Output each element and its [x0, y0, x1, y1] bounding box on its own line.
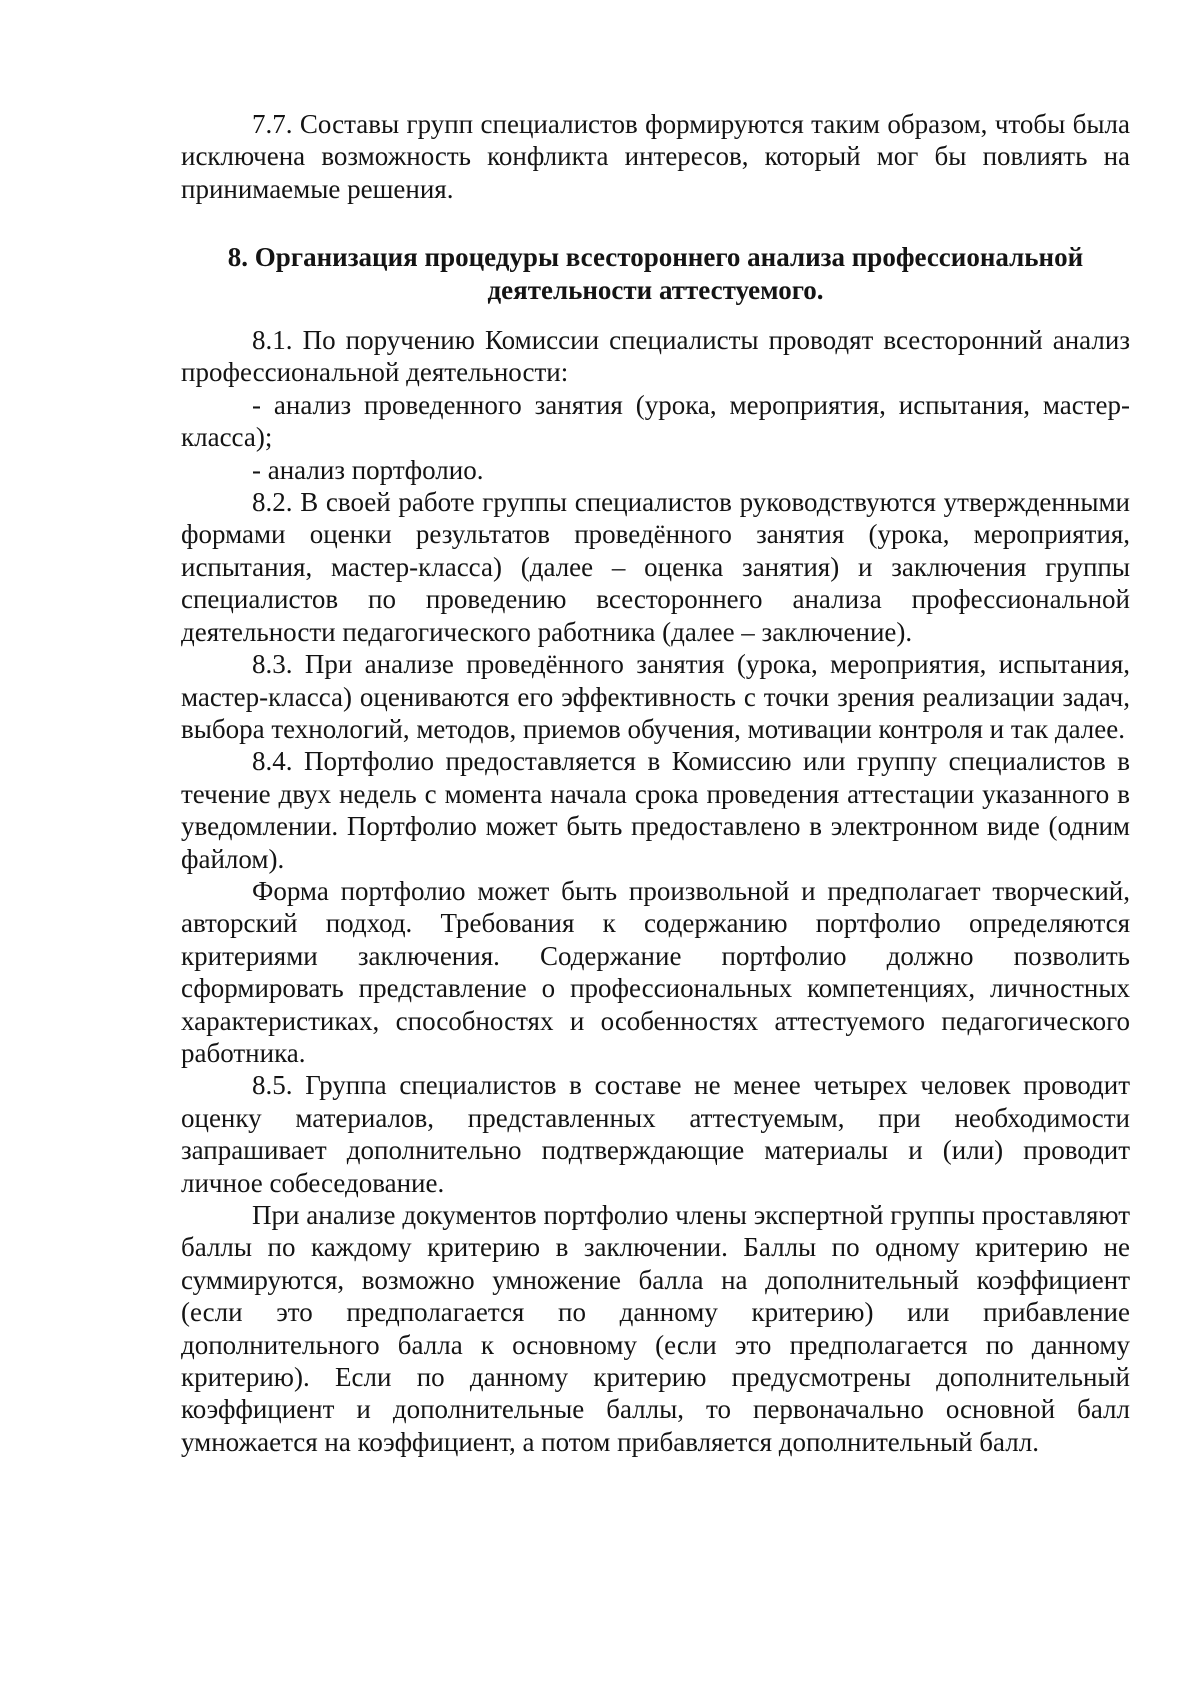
paragraph-8-3: 8.3. При анализе проведённого занятия (урока, мероприятия, испытания, мастер-класса) оцениваются его эффективность с точки зрения реализации задач, выбора технологий, методов, приемов обучения, мотивации контроля и так далее. [181, 649, 1130, 744]
paragraph-7-7: 7.7. Составы групп специалистов формируются таким образом, чтобы была исключена возможность конфликта интересов, который мог бы повлиять на принимаемые решения. [181, 109, 1130, 204]
paragraph-8-5-scoring: При анализе документов портфолио члены экспертной группы проставляют баллы по каждому критерию в заключении. Баллы по одному критерию не суммируются, возможно умножение балла на дополнительный коэффициент (если это предполагается по данному критерию) или прибавление дополнительного балла к основному (если это предполагается по данному критерию). Если по данному критерию предусмотрены дополнительный коэффициент и дополнительные баллы, то первоначально основной балл умножается на коэффициент, а потом прибавляется дополнительный балл. [181, 1200, 1130, 1457]
section-8-heading-line2: деятельности аттестуемого. [487, 274, 824, 305]
list-item-portfolio-analysis: - анализ портфолио. [252, 454, 484, 485]
document-body [181, 108, 1130, 1458]
section-8-heading [181, 241, 1130, 306]
paragraph-8-2: 8.2. В своей работе группы специалистов руководствуются утвержденными формами оценки результатов проведённого занятия (урока, мероприятия, испытания, мастер-класса) (далее – оценка занятия) и заключения группы специалистов по проведению всестороннего анализа профессиональной деятельности педагогического работника (далее – заключение). [181, 487, 1130, 647]
paragraph-8-1: 8.1. По поручению Комиссии специалисты проводят всесторонний анализ профессиональной деятельности: [181, 325, 1130, 388]
section-8-heading-line1: 8. Организация процедуры всестороннего анализа профессиональной [227, 242, 1084, 273]
list-item-lesson-analysis: - анализ проведенного занятия (урока, мероприятия, испытания, мастер-класса); [181, 389, 1130, 453]
paragraph-8-4-portfolio-form: Форма портфолио может быть произвольной и предполагает творческий, авторский подход. Требования к содержанию портфолио определяются критериями заключения. Содержание портфолио должно позволить сформировать представление о профессиональных компетенциях, личностных характеристиках, способностях и особенностях аттестуемого педагогического работника. [181, 875, 1130, 1068]
paragraph-8-4: 8.4. Портфолио предоставляется в Комиссию или группу специалистов в течение двух недель с момента начала срока проведения аттестации указанного в уведомлении. Портфолио может быть предоставлено в электронном виде (одним файлом). [181, 746, 1130, 874]
paragraph-8-5: 8.5. Группа специалистов в составе не менее четырех человек проводит оценку материалов, представленных аттестуемым, при необходимости запрашивает дополнительно подтверждающие материалы и (или) проводит личное собеседование. [181, 1070, 1130, 1198]
